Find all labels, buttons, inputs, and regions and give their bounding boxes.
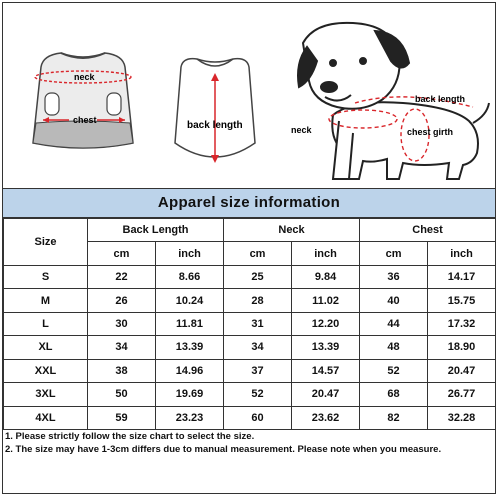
table-cell: 52 [224, 383, 292, 406]
vest-neck-label: neck [74, 72, 95, 82]
size-column-header: Size [4, 219, 88, 266]
size-cell: XL [4, 336, 88, 359]
table-cell: 18.90 [428, 336, 496, 359]
vest-back-drawing [175, 59, 255, 163]
table-cell: 36 [360, 265, 428, 288]
table-row [4, 312, 496, 335]
table-cell: 59 [88, 406, 156, 430]
table-row [4, 406, 496, 430]
size-chart-title: Apparel size information [3, 188, 495, 218]
table-cell: 22 [88, 265, 156, 288]
size-cell: 3XL [4, 383, 88, 406]
table-cell: 34 [88, 336, 156, 359]
table-cell: 20.47 [292, 383, 360, 406]
table-cell: 50 [88, 383, 156, 406]
table-cell: 17.32 [428, 312, 496, 335]
note-line: 2. The size may have 1-3cm differs due to manual measurement. Please note when you measure. [5, 444, 442, 455]
note-line: 1. Please strictly follow the size chart to select the size. [5, 431, 255, 442]
table-row [4, 289, 496, 312]
size-cell: XXL [4, 359, 88, 382]
table-cell: 23.62 [292, 406, 360, 430]
table-cell: 23.23 [156, 406, 224, 430]
vest-back-length-label: back length [187, 120, 243, 131]
table-cell: 14.57 [292, 359, 360, 382]
table-cell: 11.81 [156, 312, 224, 335]
table-cell: 14.96 [156, 359, 224, 382]
unit-header: inch [428, 242, 496, 265]
unit-header: inch [292, 242, 360, 265]
table-cell: 31 [224, 312, 292, 335]
table-cell: 19.69 [156, 383, 224, 406]
table-row [4, 265, 496, 288]
size-cell: S [4, 265, 88, 288]
size-cell: 4XL [4, 406, 88, 430]
table-cell: 60 [224, 406, 292, 430]
dog-neck-label: neck [291, 125, 312, 135]
table-cell: 40 [360, 289, 428, 312]
table-cell: 15.75 [428, 289, 496, 312]
size-table [3, 218, 496, 430]
back-length-header: Back Length [88, 219, 224, 242]
table-cell: 37 [224, 359, 292, 382]
table-cell: 30 [88, 312, 156, 335]
measurement-illustration [3, 3, 495, 187]
table-cell: 20.47 [428, 359, 496, 382]
table-cell: 10.24 [156, 289, 224, 312]
table-cell: 25 [224, 265, 292, 288]
table-cell: 13.39 [156, 336, 224, 359]
table-cell: 32.28 [428, 406, 496, 430]
table-cell: 14.17 [428, 265, 496, 288]
dog-chest-girth-label: chest girth [407, 127, 454, 137]
dog-back-length-label: back length [415, 94, 466, 104]
table-cell: 38 [88, 359, 156, 382]
table-cell: 44 [360, 312, 428, 335]
table-cell: 8.66 [156, 265, 224, 288]
table-cell: 11.02 [292, 289, 360, 312]
chest-header: Chest [360, 219, 496, 242]
unit-header: inch [156, 242, 224, 265]
table-cell: 13.39 [292, 336, 360, 359]
table-cell: 26 [88, 289, 156, 312]
table-cell: 68 [360, 383, 428, 406]
table-cell: 52 [360, 359, 428, 382]
table-row [4, 383, 496, 406]
table-cell: 48 [360, 336, 428, 359]
size-cell: M [4, 289, 88, 312]
size-notes [5, 430, 493, 456]
vest-front-drawing [33, 53, 133, 148]
neck-header: Neck [224, 219, 360, 242]
table-row [4, 336, 496, 359]
table-cell: 26.77 [428, 383, 496, 406]
table-cell: 12.20 [292, 312, 360, 335]
unit-header: cm [360, 242, 428, 265]
table-header-row [4, 219, 496, 242]
size-cell: L [4, 312, 88, 335]
vest-chest-label: chest [73, 115, 97, 125]
table-cell: 34 [224, 336, 292, 359]
table-cell: 82 [360, 406, 428, 430]
unit-header: cm [88, 242, 156, 265]
table-cell: 9.84 [292, 265, 360, 288]
table-cell: 28 [224, 289, 292, 312]
unit-header: cm [224, 242, 292, 265]
table-row [4, 359, 496, 382]
